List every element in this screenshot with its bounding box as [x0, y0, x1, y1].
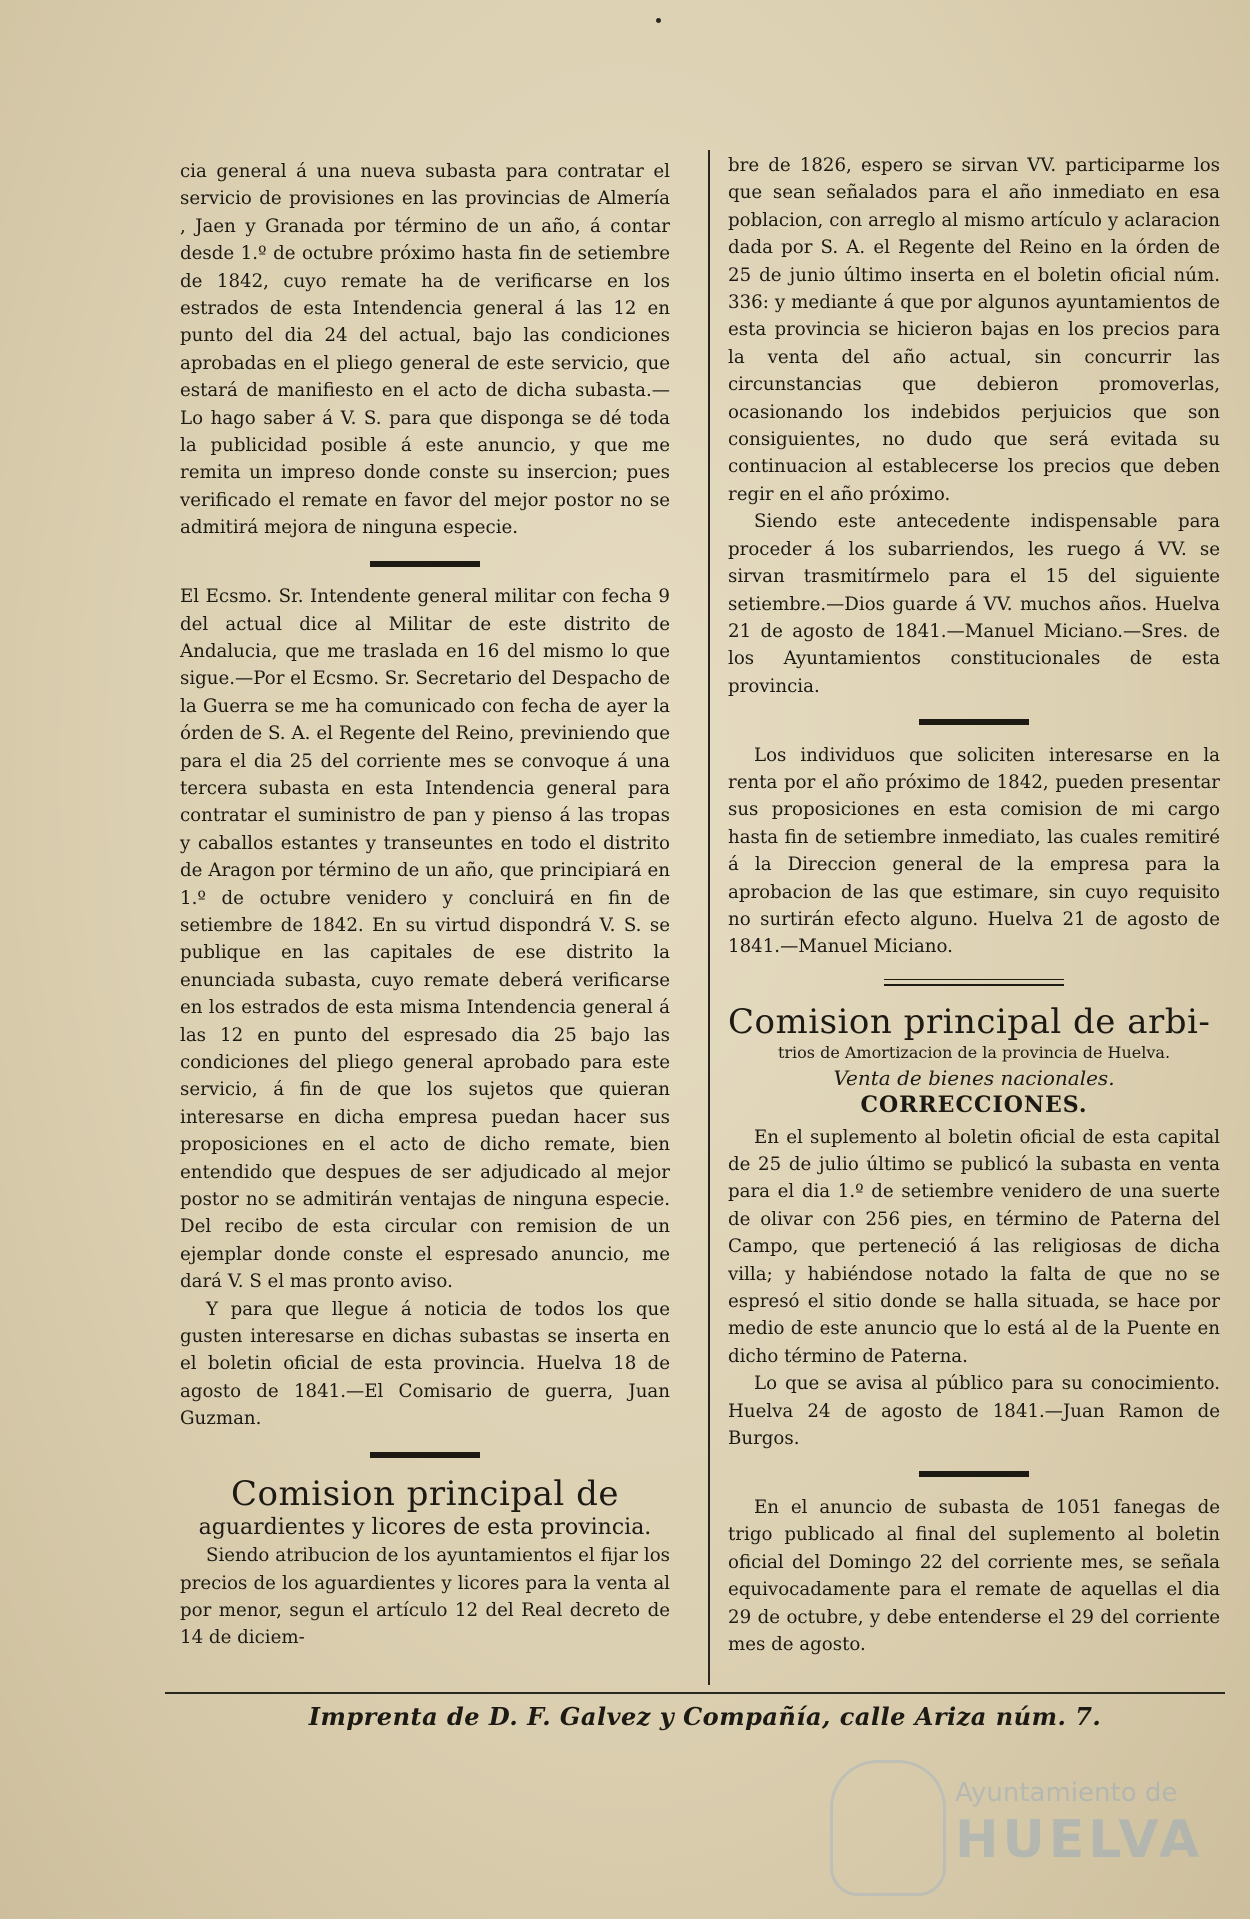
- separator-double-rule: [728, 967, 1220, 994]
- watermark-line-1: Ayuntamiento de: [955, 1778, 1178, 1808]
- footer-rule: [165, 1692, 1225, 1694]
- watermark-logo: [830, 1760, 1210, 1890]
- column-divider: [708, 150, 710, 1685]
- imprint-footer: Imprenta de D. F. Galvez y Compañía, calle Ariza núm. 7.: [308, 1702, 1102, 1731]
- separator-rule: [180, 548, 670, 575]
- left-paragraph-3: Y para que llegue á noticia de todos los que gusten interesarse en dichas subastas se inserta en el boletin oficial de esta provincia. Huelva 18 de agosto de 1841.—El Comisario de guerra, Juan Guzman.: [180, 1298, 670, 1430]
- left-paragraph-2: El Ecsmo. Sr. Intendente general militar con fecha 9 del actual dice al Militar de este distrito de Andalucia, que me traslada en 16 del mismo lo que sigue.—Por el Ecsmo. Sr. Secretario del Despacho de la Guerra se me ha comunicado con fecha de ayer la órden de S. A. el Regente del Reino, previniendo que para el dia 25 del corriente mes se convoque á una tercera subasta en esta Intendencia general para contratar el suministro de pan y pienso á las tropas y caballos estantes y transeuntes en todo el distrito de Aragon por término de un año, que principiará en 1.º de octubre venidero y concluirá en fin de setiembre de 1842. En su virtud dispondrá V. S. se publique en las capitales de ese distrito la enunciada subasta, cuyo remate deberá verificarse en los estrados de esta misma Intendencia general á las 12 en punto del espresado dia 25 bajo las condiciones del pliego general aprobado para este servicio, á fin de que los sujetos que quieran interesarse en dicha empresa puedan hacer sus proposiciones en el acto de dicho remate, bien entendido que despues de ser adjudicado al mejor postor no se admitirán ventajas de ninguna especie. Del recibo de esta circular con remision de un ejemplar donde conste el espresado anuncio, me dará V. S el mas pronto aviso.: [180, 586, 670, 1293]
- separator-rule: [728, 1458, 1220, 1485]
- section-subtitle-aguardientes: aguardientes y licores de esta provincia.: [198, 1515, 652, 1541]
- separator-rule: [728, 706, 1220, 733]
- ink-dot: [656, 18, 661, 23]
- city-seal-icon: [830, 1760, 946, 1896]
- right-paragraph-1: bre de 1826, espero se sirvan VV. participarme los que sean señalados para el año inmediato en esa poblacion, con arreglo al mismo artículo y aclaracion dada por S. A. el Regente del Reino en la órden de 25 de junio último inserta en el boletin oficial núm. 336: y mediante á que por algunos ayuntamientos de esta provincia se hicieron bajas en los precios para la venta del año actual, sin concurrir las circunstancias que debieron promoverlas, ocasionando los indebidos perjuicios que son consiguientes, no dudo que será evitada su continuacion al establecerse los precios que deben regir en el año próximo.: [728, 155, 1220, 505]
- separator-rule: [180, 1439, 670, 1466]
- left-paragraph-4: Siendo atribucion de los ayuntamientos el fijar los precios de los aguardientes y licores para la venta al por menor, segun el artículo 12 del Real decreto de 14 de diciem-: [180, 1545, 670, 1649]
- right-paragraph-6: En el anuncio de subasta de 1051 fanegas de trigo publicado al final del suplemento al boletin oficial del Domingo 22 del corriente mes, se señala equivocadamente para el remate de aquellas el dia 29 de octubre, y debe entenderse el 29 del corriente mes de agosto.: [728, 1496, 1220, 1655]
- left-column: [180, 158, 670, 1652]
- right-paragraph-2: Siendo este antecedente indispensable para proceder á los subarriendos, les ruego á VV. se sirvan trasmitírmelo para el 15 del siguiente setiembre.—Dios guarde á VV. muchos años. Huelva 21 de agosto de 1841.—Manuel Miciano.—Sres. de los Ayuntamientos constitucionales de esta provincia.: [728, 511, 1220, 697]
- section-title-aguardientes: Comision principal de: [231, 1474, 619, 1515]
- right-paragraph-5: Lo que se avisa al público para su conocimiento. Huelva 24 de agosto de 1841.—Juan Ramon de Burgos.: [728, 1373, 1220, 1450]
- section-caps-heading: CORRECCIONES.: [860, 1092, 1088, 1119]
- left-paragraph-1: cia general á una nueva subasta para contratar el servicio de provisiones en las provincias de Almería , Jaen y Granada por término de un año, á contar desde 1.º de octubre próximo hasta fin de setiembre de 1842, cuyo remate ha de verificarse en los estrados de esta Intendencia general á las 12 en punto del dia 24 del actual, bajo las condiciones aprobadas en el pliego general de este servicio, que estará de manifiesto en el acto de dicha subasta.—Lo hago saber á V. S. para que disponga se dé toda la publicidad posible á este anuncio, y que me remita un impreso donde conste su insercion; pues verificado el remate en favor del mejor postor no se admitirá mejora de ninguna especie.: [180, 161, 670, 539]
- right-paragraph-4: En el suplemento al boletin oficial de esta capital de 25 de julio último se publicó la subasta en venta para el dia 1.º de setiembre venidero de una suerte de olivar con 256 pies, en término de Paterna del Campo, que perteneció á las religiosas de dicha villa; y habiéndose notado la falta de que no se espresó el sitio donde se halla situada, se hace por medio de este anuncio que lo está al de la Puente en dicho término de Paterna.: [728, 1126, 1220, 1367]
- right-paragraph-3: Los individuos que soliciten interesarse en la renta por el año próximo de 1842, pueden presentar sus proposiciones en esta comision de mi cargo hasta fin de setiembre inmediato, las cuales remitiré á la Direccion general de la empresa para la aprobacion de las que estimare, sin cuyo requisito no surtirán efecto alguno. Huelva 21 de agosto de 1841.—Manuel Miciano.: [728, 744, 1220, 958]
- section-title-arbitrios: Comision principal de arbi-: [728, 1002, 1211, 1043]
- right-column: [728, 152, 1220, 1658]
- section-italic-heading: Venta de bienes nacionales.: [833, 1066, 1115, 1091]
- section-subtitle-arbitrios: trios de Amortizacion de la provincia de Huelva.: [777, 1043, 1171, 1063]
- watermark-line-2: HUELVA: [955, 1810, 1204, 1870]
